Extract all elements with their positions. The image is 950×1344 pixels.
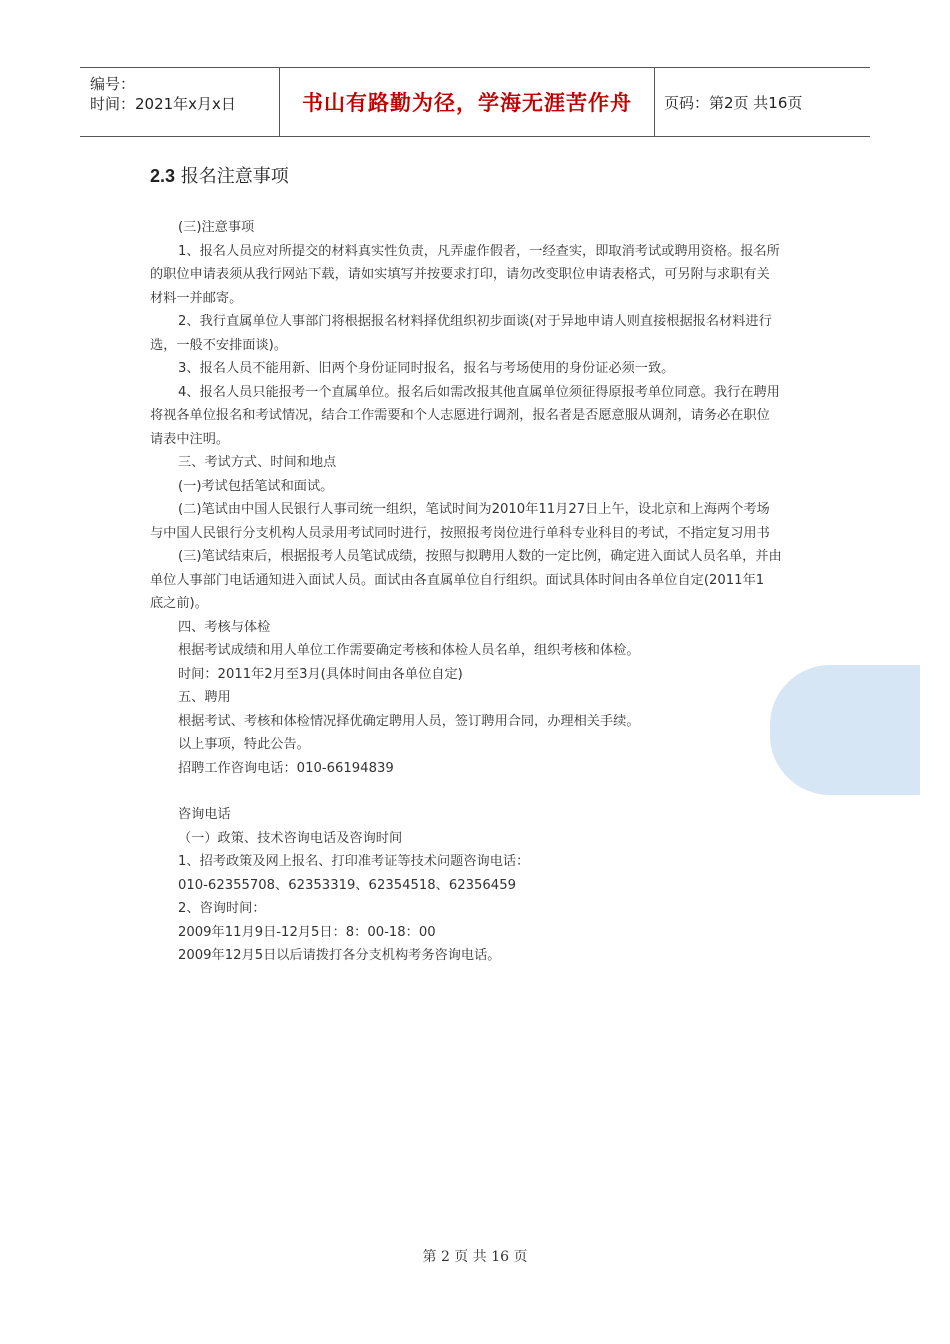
text-line: 三、考试方式、时间和地点: [178, 455, 337, 470]
text-line: 与中国人民银行分支机构人员录用考试同时进行，按照报考岗位进行单科专业科目的考试，不指定复习用书: [150, 525, 770, 541]
text-line: 根据考试、考核和体检情况择优确定聘用人员，签订聘用合同，办理相关手续。: [178, 713, 640, 729]
text-line: 2、我行直属单位人事部门将根据报名材料择优组织初步面谈(对于异地申请人则直接根据报名材料进行: [178, 314, 772, 329]
text-line: 招聘工作咨询电话：010-66194839: [178, 760, 394, 776]
text-line: 咨询电话: [178, 807, 231, 822]
body-text: [150, 216, 808, 968]
text-line: 1、招考政策及网上报名、打印准考证等技术问题咨询电话：: [178, 854, 530, 869]
text-line: (三)注意事项: [178, 220, 255, 235]
text-line: 4、报名人员只能报考一个直属单位。报名后如需改报其他直属单位须征得原报考单位同意。我行在聘用: [178, 384, 780, 400]
text-line: 四、考核与体检: [178, 619, 271, 635]
text-line: 时间：2011年2月至3月(具体时间由各单位自定): [178, 666, 463, 682]
document-date-label: 时间：2021年x月x日: [90, 95, 236, 113]
page-footer: 第 2 页 共 16 页: [422, 1249, 528, 1265]
text-line: (三)笔试结束后，根据报考人员笔试成绩，按照与拟聘用人数的一定比例，确定进入面试人员名单，并由: [178, 549, 782, 564]
text-line: (一)考试包括笔试和面试。: [178, 478, 334, 494]
decorative-shape: [770, 665, 950, 795]
text-line: 010-62355708、62353319、62354518、62356459: [178, 877, 516, 893]
text-line: （一）政策、技术咨询电话及咨询时间: [178, 830, 403, 846]
header-motto: 书山有路勤为径，学海无涯苦作舟: [280, 68, 655, 136]
text-line: 以上事项，特此公告。: [178, 737, 310, 752]
text-line: 将视各单位报名和考试情况，结合工作需要和个人志愿进行调剂，报名者是否愿意服从调剂，请务必在职位: [150, 408, 770, 423]
text-line: 1、报名人员应对所提交的材料真实性负责，凡弄虚作假者，一经查实，即取消考试或聘用资格。报名所: [178, 243, 780, 259]
page-header: [80, 67, 870, 137]
text-line: (二)笔试由中国人民银行人事司统一组织，笔试时间为2010年11月27日上午，设北京和上海两个考场: [178, 502, 770, 517]
section-number: 2.3: [150, 166, 176, 186]
text-line: 2、咨询时间：: [178, 901, 266, 916]
text-line: 2009年11月9日-12月5日：8：00-18：00: [178, 924, 436, 940]
text-line: 五、聘用: [178, 690, 231, 705]
text-line: 选，一般不安排面谈)。: [150, 337, 288, 353]
text-line: 2009年12月5日以后请拨打各分支机构考务咨询电话。: [178, 948, 501, 963]
text-line: 单位人事部门电话通知进入面试人员。面试由各直属单位自行组织。面试具体时间由各单位自定(2011年1: [150, 572, 765, 588]
decorative-circle: [770, 665, 920, 795]
section-title-text: 报名注意事项: [180, 166, 289, 187]
text-line: 3、报名人员不能用新、旧两个身份证同时报名，报名与考场使用的身份证必须一致。: [178, 361, 675, 376]
header-meta: [80, 68, 280, 136]
text-line: 的职位申请表须从我行网站下载，请如实填写并按要求打印，请勿改变职位申请表格式，可另附与求职有关: [150, 267, 770, 282]
text-line: 根据考试成绩和用人单位工作需要确定考核和体检人员名单，组织考核和体检。: [178, 643, 640, 658]
text-line: 底之前)。: [150, 596, 208, 611]
section-title: [150, 162, 289, 188]
header-page-label: 页码：第2页 共16页: [664, 93, 803, 112]
text-line: 请表中注明。: [150, 431, 230, 447]
document-number-label: 编号：: [90, 75, 136, 93]
blank-line: [150, 780, 808, 803]
text-line: 材料一并邮寄。: [150, 290, 243, 306]
